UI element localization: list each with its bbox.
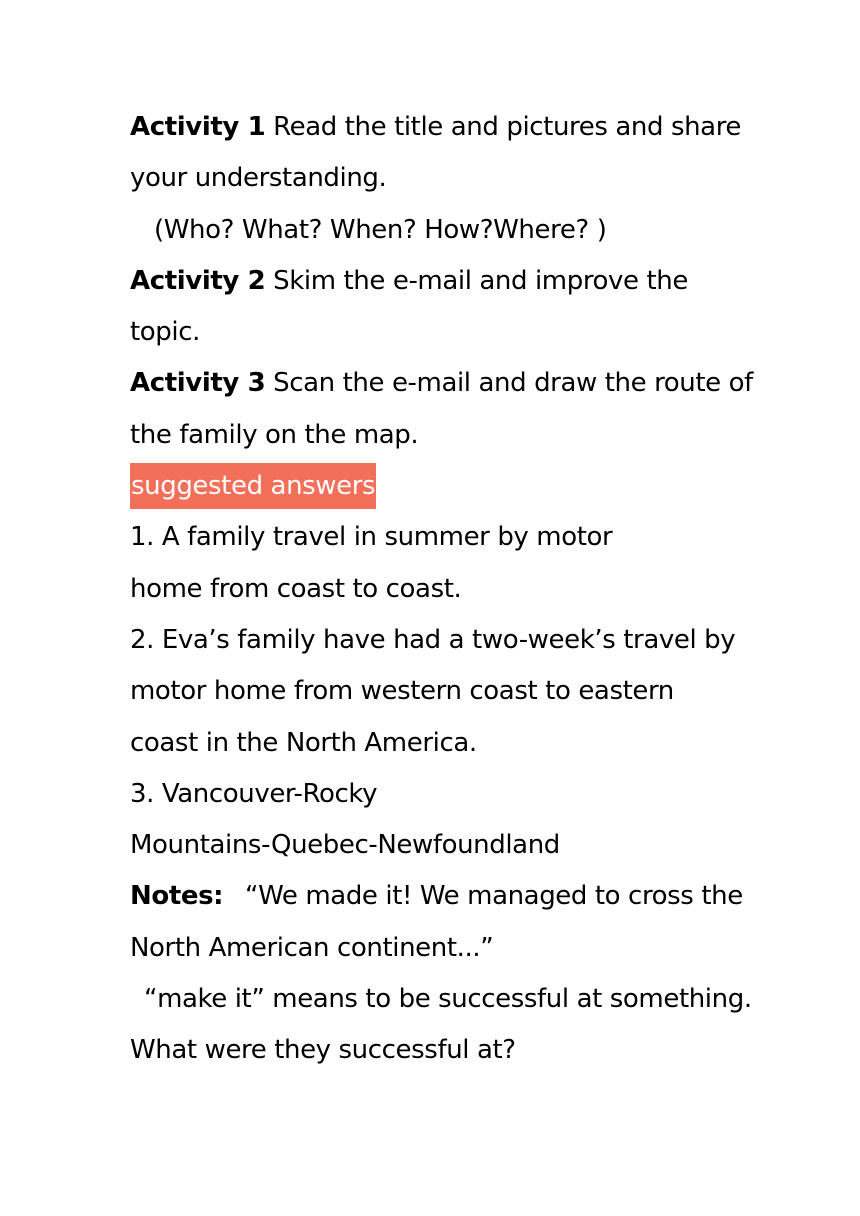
suggested-answers-label: suggested answers (130, 463, 376, 509)
notes-label: Notes: (130, 881, 224, 912)
notes-explain-line: “make it” means to be successful at something. (144, 984, 752, 1015)
activity-1-questions: (Who? What? When? How?Where? ) (154, 214, 607, 245)
activity-3-text-1: Scan the e-mail and draw the route of (273, 368, 753, 399)
activity-1-label: Activity 1 (130, 112, 266, 142)
answer-3-line-2: Mountains-Quebec-Newfoundland (130, 830, 560, 861)
answer-2-line-2: motor home from western coast to eastern (130, 676, 674, 707)
answer-3-line-1: 3. Vancouver-Rocky (130, 778, 378, 809)
activity-2-text-1: Skim the e-mail and improve the (273, 265, 688, 296)
activity-2-line-1 (130, 256, 750, 307)
answer-1-line-1: 1. A family travel in summer by motor (130, 522, 613, 553)
activity-1-line-1 (130, 102, 750, 153)
answer-1-line-2: home from coast to coast. (130, 573, 462, 604)
notes-line-2: North American continent...” (130, 932, 494, 963)
notes-quote-1: “We made it! We managed to cross the (245, 881, 743, 912)
answer-2-line-1: 2. Eva’s family have had a two-week’s travel by (130, 624, 736, 655)
notes-line-1 (130, 871, 750, 922)
answer-2-line-3: coast in the North America. (130, 727, 477, 758)
activity-1-line-2: your understanding. (130, 163, 387, 194)
activity-3-line-1 (130, 358, 753, 409)
activity-2-label: Activity 2 (130, 265, 266, 296)
activity-3-label: Activity 3 (130, 368, 266, 399)
activity-3-line-2: the family on the map. (130, 419, 419, 450)
suggested-answers-line (130, 461, 750, 512)
document-page (130, 102, 753, 1077)
activity-2-line-2: topic. (130, 317, 200, 348)
activity-1-text-1: Read the title and pictures and share (273, 112, 742, 142)
notes-question-line: What were they successful at? (130, 1035, 516, 1066)
